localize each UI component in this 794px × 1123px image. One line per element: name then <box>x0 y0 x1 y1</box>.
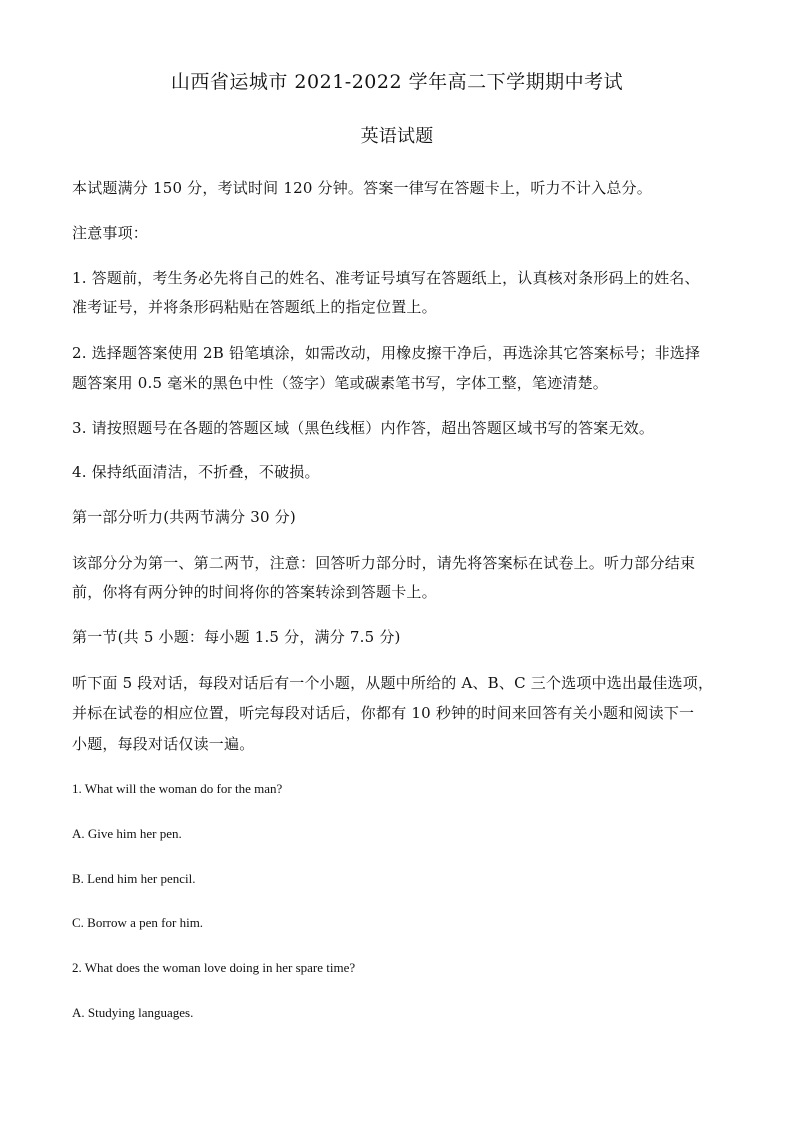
part-1-desc-line-2: 前，你将有两分钟的时间将你的答案转涂到答题卡上。 <box>72 583 437 601</box>
note-item-3: 3. 请按照题号在各题的答题区域（黑色线框）内作答，超出答题区域书写的答案无效。 <box>72 419 655 437</box>
section-1-desc-line-3: 小题，每段对话仅读一遍。 <box>72 735 255 753</box>
question-2-option-a: A. Studying languages. <box>72 1005 194 1020</box>
section-1-heading: 第一节(共 5 小题：每小题 1.5 分，满分 7.5 分) <box>72 628 401 646</box>
part-1-heading: 第一部分听力(共两节满分 30 分) <box>72 508 296 526</box>
question-1-stem: 1. What will the woman do for the man? <box>72 781 283 796</box>
question-1-option-a: A. Give him her pen. <box>72 826 182 841</box>
note-item-2-line-1: 2. 选择题答案使用 2B 铅笔填涂，如需改动，用橡皮擦干净后，再选涂其它答案标号；非选择 <box>72 344 701 362</box>
note-item-2-line-2: 题答案用 0.5 毫米的黑色中性（签字）笔或碳素笔书写，字体工整，笔迹清楚。 <box>72 374 608 392</box>
section-1-desc-line-1: 听下面 5 段对话，每段对话后有一个小题，从题中所给的 A、B、C 三个选项中选出最佳选项， <box>72 674 714 692</box>
question-2-stem: 2. What does the woman love doing in her spare time? <box>72 960 356 975</box>
question-1-option-b: B. Lend him her pencil. <box>72 871 196 886</box>
question-1-option-c: C. Borrow a pen for him. <box>72 915 204 930</box>
exam-subtitle: 英语试题 <box>360 126 434 147</box>
note-item-1-line-2: 准考证号，并将条形码粘贴在答题纸上的指定位置上。 <box>72 298 437 316</box>
part-1-desc-line-1: 该部分分为第一、第二两节，注意：回答听力部分时，请先将答案标在试卷上。听力部分结束 <box>72 554 696 572</box>
exam-title: 山西省运城市 2021-2022 学年高二下学期期中考试 <box>170 71 624 93</box>
exam-intro: 本试题满分 150 分，考试时间 120 分钟。答案一律写在答题卡上，听力不计入总分。 <box>72 179 652 197</box>
notes-heading: 注意事项： <box>72 224 149 242</box>
note-item-4: 4. 保持纸面清洁，不折叠，不破损。 <box>72 463 320 481</box>
note-item-1-line-1: 1. 答题前，考生务必先将自己的姓名、准考证号填写在答题纸上，认真核对条形码上的姓名、 <box>72 269 700 287</box>
section-1-desc-line-2: 并标在试卷的相应位置，听完每段对话后，你都有 10 秒钟的时间来回答有关小题和阅读下一 <box>72 704 695 722</box>
